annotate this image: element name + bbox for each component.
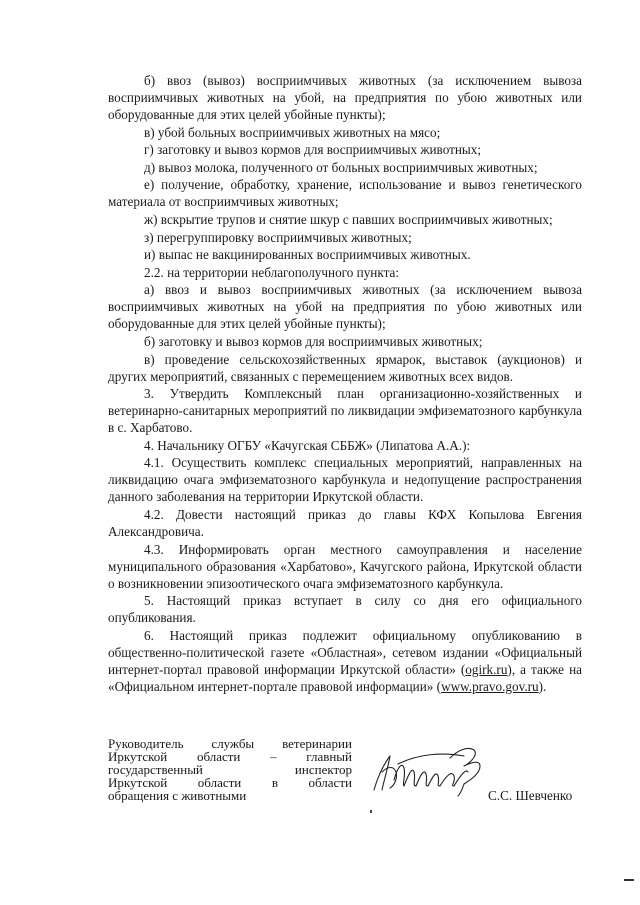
paragraph-e-genetic: е) получение, обработку, хранение, использование и вывоз генетического материала от восприимчивых животных; [108, 177, 582, 210]
p6-text-start: 6. Настоящий приказ подлежит официальному опубликованию в общественно-политической газете «Областная», сетевом издании «Официальный интернет-портал правовой информации Иркутской области» ( [108, 627, 582, 677]
paragraph-2-2: 2.2. на территории неблагополучного пункта: [144, 264, 400, 280]
paragraph-zh-autopsy: ж) вскрытие трупов и снятие шкур с павших восприимчивых животных; [144, 211, 553, 227]
signatory-word: Руководитель [108, 736, 184, 751]
signer-name: С.С. Шевченко [488, 788, 573, 803]
paragraph-b-import: б) ввоз (вывоз) восприимчивых животных (за исключением вывоза восприимчивых животных на убой, на предприятия по убою животных или оборудованные для этих целей убойные пункты); [108, 73, 582, 122]
signatory-word: в [271, 775, 278, 790]
p6-text-end: ). [538, 678, 547, 694]
signatory-word: ветеринарии [282, 736, 352, 751]
handwritten-signature [368, 736, 488, 798]
paragraph-4-3: 4.3. Информировать орган местного самоуправления и население муниципального образования «Харбатово», Качугского района, Иркутской области о возникновении эпизоотического очага эмфизематозного карбункула. [108, 541, 582, 591]
signatory-word: службы [211, 736, 255, 751]
paragraph-4-1: 4.1. Осуществить комплекс специальных мероприятий, направленных на ликвидацию очага эмфизематозного карбункула и недопущение распространения данного заболевания на территории Иркутской области. [108, 455, 582, 505]
signatory-word: Иркутской [108, 775, 168, 790]
paragraph-v-fairs: в) проведение сельскохозяйственных ярмарок, выставок (аукционов) и других мероприятий, связанных с перемещением животных всех видов. [108, 351, 582, 384]
paragraph-5: 5. Настоящий приказ вступает в силу со дня его официального опубликования. [108, 593, 582, 626]
paragraph-g-feed: г) заготовку и вывоз кормов для восприимчивых животных; [144, 142, 482, 158]
scan-speck [370, 810, 372, 813]
paragraph-3: 3. Утвердить Комплексный план организационно-хозяйственных и ветеринарно-санитарных мероприятий по ликвидации эмфизематозного карбункула в с. Харбатово. [108, 386, 582, 436]
paragraph-4-2: 4.2. Довести настоящий приказ до главы КФХ Копылова Евгения Александровича. [108, 506, 582, 539]
paragraph-z-regroup: з) перегруппировку восприимчивых животных; [144, 229, 412, 245]
paragraph-6 [108, 627, 582, 695]
signatory-word: области [197, 775, 242, 790]
paragraph-v-slaughter: в) убой больных восприимчивых животных на мясо; [144, 124, 441, 140]
signatory-line-5 [108, 789, 352, 802]
signatory-word: государственный [108, 762, 203, 777]
signatory-word: области [196, 749, 241, 764]
paragraph-i-grazing: и) выпас не вакцинированных восприимчивых животных. [144, 247, 471, 263]
pravo-link[interactable]: www.pravo.gov.ru [441, 678, 539, 694]
signatory-word: главный [306, 749, 352, 764]
paragraph-4: 4. Начальнику ОГБУ «Качугская СББЖ» (Липатова А.А.): [144, 437, 471, 453]
order-body [108, 72, 582, 695]
paragraph-a-import: а) ввоз и вывоз восприимчивых животных (за исключением вывоза восприимчивых животных на убой на предприятия по убою животных или оборудованные для этих целей убойные пункты); [108, 282, 582, 332]
p6-text-middle: ), а также на «Официальном интернет-портале правовой информации» ( [108, 661, 582, 694]
signatory-title [108, 737, 352, 802]
scan-edge-mark [624, 879, 634, 881]
signatory-word: – [270, 749, 277, 764]
signatory-word: обращения с животными [108, 788, 247, 803]
ogirk-link[interactable]: ogirk.ru [465, 661, 508, 677]
signatory-word: области [308, 775, 352, 790]
signatory-word: инспектор [294, 762, 352, 777]
paragraph-d-milk: д) вывоз молока, полученного от больных восприимчивых животных; [144, 159, 538, 175]
paragraph-b-feed: б) заготовку и вывоз кормов для восприимчивых животных; [144, 333, 483, 349]
signatory-word: Иркутской [108, 749, 168, 764]
